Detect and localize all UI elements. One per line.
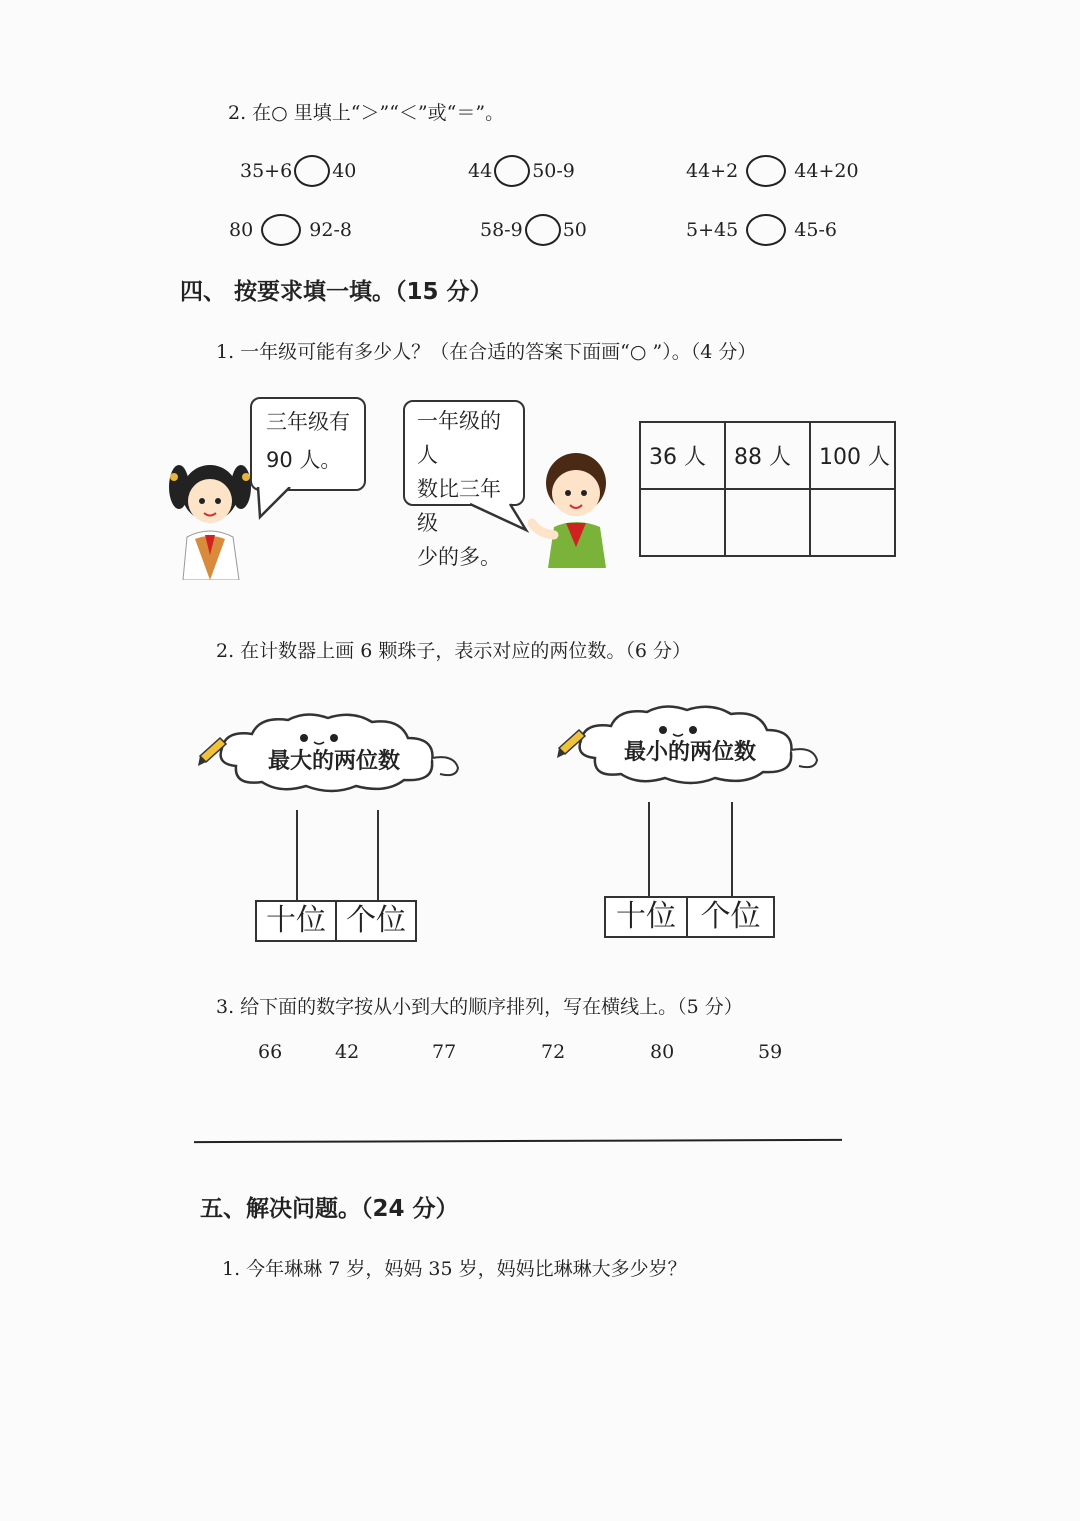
compare-item: 44+2 44+20	[686, 155, 859, 187]
number-item: 72	[541, 1041, 566, 1063]
option-cell: 36 人	[640, 422, 725, 489]
boy-illustration	[528, 443, 616, 568]
answer-circle[interactable]	[746, 214, 786, 246]
compare-item: 35+6 40	[240, 155, 356, 187]
number-item: 77	[432, 1041, 457, 1063]
girl-speech-bubble: 三年级有 90 人。	[250, 397, 366, 491]
compare-item: 80 92-8	[229, 214, 352, 246]
tens-label: 十位	[266, 903, 326, 938]
answer-circle[interactable]	[746, 155, 786, 187]
answer-cell[interactable]	[640, 489, 725, 556]
tens-rod	[296, 810, 298, 902]
section-5-heading: 五、解决问题。（24 分）	[200, 1196, 459, 1222]
girl-illustration	[165, 455, 255, 580]
abacus-left-base	[255, 900, 417, 942]
tens-label: 十位	[616, 899, 676, 934]
boy-speech-bubble: 一年级的人 数比三年级 少的多。	[403, 400, 525, 506]
option-cell: 88 人	[725, 422, 810, 489]
s4-q2-title: 2. 在计数器上画 6 颗珠子，表示对应的两位数。（6 分）	[216, 640, 691, 662]
number-item: 59	[758, 1041, 783, 1063]
answer-line[interactable]	[194, 1139, 842, 1143]
compare-item: 5+45 45-6	[686, 214, 837, 246]
answer-circle[interactable]	[525, 214, 561, 246]
number-item: 66	[258, 1041, 283, 1063]
ones-rod	[731, 802, 733, 898]
ones-label: 个位	[686, 898, 773, 936]
s4-q1-title: 1. 一年级可能有多少人？（在合适的答案下面画“○ ”）。（4 分）	[216, 341, 757, 363]
section-4-heading: 四、 按要求填一填。（15 分）	[180, 279, 493, 305]
bubble-tail	[256, 487, 296, 521]
number-item: 80	[650, 1041, 675, 1063]
answer-cell[interactable]	[810, 489, 895, 556]
number-item: 42	[335, 1041, 360, 1063]
option-cell: 100 人	[810, 422, 895, 489]
answer-cell[interactable]	[725, 489, 810, 556]
answer-circle[interactable]	[494, 155, 530, 187]
answer-circle[interactable]	[261, 214, 301, 246]
cloud-right-label: 最小的两位数	[624, 740, 757, 765]
ones-label: 个位	[335, 902, 415, 940]
compare-item: 44 50-9	[468, 155, 575, 187]
answer-table	[639, 421, 896, 557]
s5-q1-text: 1. 今年琳琳 7 岁，妈妈 35 岁，妈妈比琳琳大多少岁？	[222, 1258, 687, 1280]
answer-circle[interactable]	[294, 155, 330, 187]
compare-item: 58-9 50	[480, 214, 587, 246]
cloud-left-label: 最大的两位数	[268, 749, 401, 774]
abacus-right-base	[604, 896, 775, 938]
tens-rod	[648, 802, 650, 898]
bubble-tail	[470, 502, 530, 534]
q2-title: 2. 在○ 里填上“＞”“＜”或“＝”。	[228, 102, 505, 124]
ones-rod	[377, 810, 379, 902]
s4-q3-title: 3. 给下面的数字按从小到大的顺序排列，写在横线上。（5 分）	[216, 996, 743, 1018]
